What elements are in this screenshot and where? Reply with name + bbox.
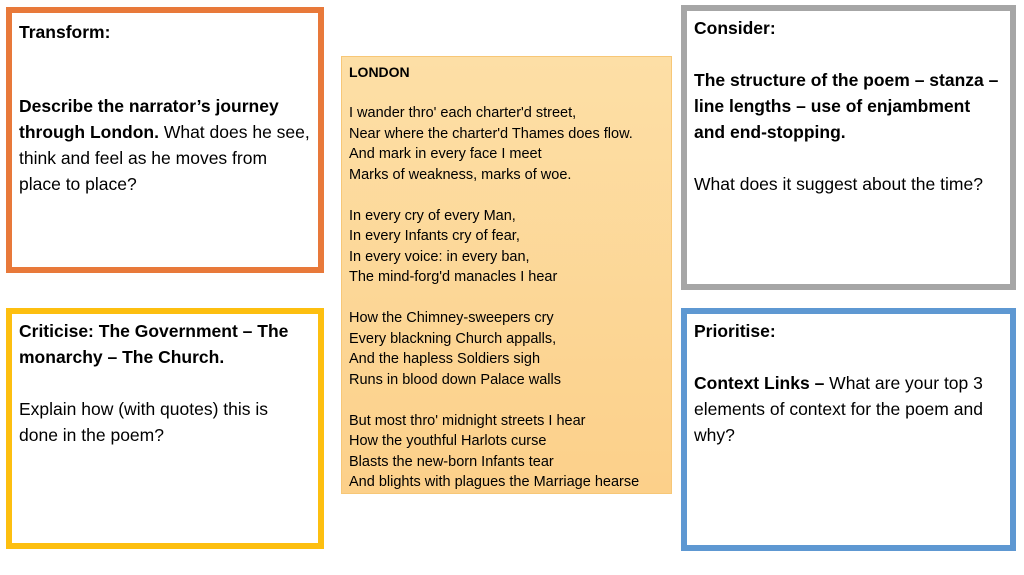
poem-line: Near where the charter'd Thames does flow. xyxy=(349,125,633,142)
poem-line: I wander thro' each charter'd street, xyxy=(349,105,577,121)
consider-body-text: What does it suggest about the time? xyxy=(694,174,983,194)
poem-line: The mind-forg'd manacles I hear xyxy=(349,269,558,285)
poem-line: In every Infants cry of fear, xyxy=(349,228,520,244)
poem-line: And blights with plagues the Marriage hearse xyxy=(349,474,640,490)
poem-line: Marks of weakness, marks of woe. xyxy=(349,166,572,183)
consider-title: Consider: xyxy=(694,18,776,38)
poem-line: Runs in blood down Palace walls xyxy=(349,371,561,388)
prioritise-title: Prioritise: xyxy=(694,321,776,341)
prioritise-box xyxy=(681,308,1016,551)
prioritise-bold-text: Context Links – xyxy=(694,373,825,393)
transform-prompt xyxy=(19,93,311,197)
poem-stanza xyxy=(349,206,664,288)
poem-line: In every voice: in every ban, xyxy=(349,248,530,265)
poem-stanza xyxy=(349,308,664,390)
poem-line: And the hapless Soldiers sigh xyxy=(349,351,541,367)
prioritise-prompt xyxy=(694,370,1003,448)
transform-bold-text: Describe the narrator’s journey through London. xyxy=(19,96,279,142)
poem-box xyxy=(341,56,672,494)
criticise-body-text: Explain how (with quotes) this is done in the poem? xyxy=(19,399,268,445)
criticise-title: Criticise: The Government – The monarchy – The Church. xyxy=(19,321,289,367)
poem-line: In every cry of every Man, xyxy=(349,207,516,224)
transform-body-text: What does he see, think and feel as he moves from place to place? xyxy=(19,122,310,194)
poem-line: How the youthful Harlots curse xyxy=(349,433,547,449)
poem-line: Blasts the new-born Infants tear xyxy=(349,453,554,470)
transform-box xyxy=(6,7,324,273)
poem-line: How the Chimney-sweepers cry xyxy=(349,310,554,326)
consider-bold-text: The structure of the poem – stanza – line lengths – use of enjambment and end-stopping. xyxy=(694,70,999,142)
poem-line: And mark in every face I meet xyxy=(349,146,542,162)
poem-stanza xyxy=(349,103,664,185)
poem-stanza xyxy=(349,411,664,493)
poem-title: LONDON xyxy=(349,64,410,80)
consider-box xyxy=(681,5,1016,290)
poem-line: Every blackning Church appalls, xyxy=(349,330,557,347)
prioritise-body-text: What are your top 3 elements of context for the poem and why? xyxy=(694,373,983,445)
criticise-box xyxy=(6,308,324,549)
transform-title: Transform: xyxy=(19,22,111,42)
poem-line: But most thro' midnight streets I hear xyxy=(349,412,586,429)
